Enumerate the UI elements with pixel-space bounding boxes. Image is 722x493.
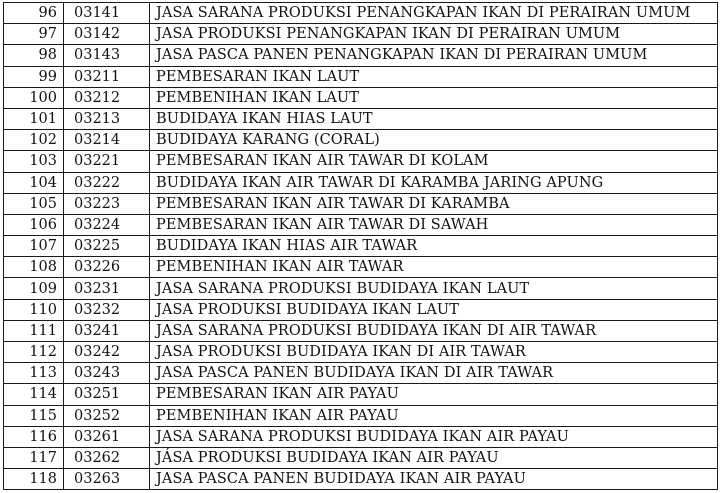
description-cell: PEMBESARAN IKAN AIR PAYAU [150,384,718,405]
table-row [4,278,718,299]
code-cell: 03252 [64,405,150,426]
code-cell: 03143 [64,45,150,66]
table-row [4,214,718,235]
table-row [4,151,718,172]
table-row [4,320,718,341]
code-cell: 03211 [64,66,150,87]
description-cell: JASA PRODUKSI BUDIDAYA IKAN DI AIR TAWAR [150,342,718,363]
description-cell: PEMBESARAN IKAN AIR TAWAR DI SAWAH [150,214,718,235]
code-cell: 03241 [64,320,150,341]
row-number-cell: 105 [4,193,64,214]
code-cell: 03263 [64,469,150,490]
row-number-cell: 96 [4,3,64,24]
description-cell: BUDIDAYA IKAN HIAS AIR TAWAR [150,236,718,257]
description-cell: PEMBENIHAN IKAN LAUT [150,87,718,108]
description-cell: JASA SARANA PRODUKSI BUDIDAYA IKAN DI AIR TAWAR [150,320,718,341]
row-number-cell: 107 [4,236,64,257]
table-row [4,172,718,193]
row-number-cell: 104 [4,172,64,193]
code-cell: 03261 [64,426,150,447]
table-row [4,469,718,490]
code-cell: 03213 [64,108,150,129]
row-number-cell: 100 [4,87,64,108]
description-cell: JASA PRODUKSI PENANGKAPAN IKAN DI PERAIRAN UMUM [150,24,718,45]
description-cell: JASA SARANA PRODUKSI BUDIDAYA IKAN LAUT [150,278,718,299]
description-cell: JASA PRODUKSI BUDIDAYA IKAN LAUT [150,299,718,320]
table-row [4,24,718,45]
table-row [4,363,718,384]
row-number-cell: 102 [4,130,64,151]
code-cell: 03232 [64,299,150,320]
description-cell: BUDIDAYA IKAN HIAS LAUT [150,108,718,129]
code-cell: 03221 [64,151,150,172]
description-cell: JASA PASCA PANEN BUDIDAYA IKAN DI AIR TAWAR [150,363,718,384]
description-cell: BUDIDAYA KARANG (CORAL) [150,130,718,151]
row-number-cell: 118 [4,469,64,490]
description-cell: JASA SARANA PRODUKSI BUDIDAYA IKAN AIR PAYAU [150,426,718,447]
description-cell: JASA PASCA PANEN PENANGKAPAN IKAN DI PERAIRAN UMUM [150,45,718,66]
description-cell: BUDIDAYA IKAN AIR TAWAR DI KARAMBA JARING APUNG [150,172,718,193]
row-number-cell: 112 [4,342,64,363]
code-cell: 03231 [64,278,150,299]
row-number-cell: 108 [4,257,64,278]
row-number-cell: 113 [4,363,64,384]
table-body [4,3,718,490]
description-cell: PEMBENIHAN IKAN AIR TAWAR [150,257,718,278]
code-cell: 03225 [64,236,150,257]
table-row [4,257,718,278]
row-number-cell: 111 [4,320,64,341]
code-cell: 03142 [64,24,150,45]
row-number-cell: 101 [4,108,64,129]
row-number-cell: 114 [4,384,64,405]
table-row [4,384,718,405]
table-row [4,236,718,257]
table-row [4,45,718,66]
code-cell: 03226 [64,257,150,278]
row-number-cell: 98 [4,45,64,66]
code-cell: 03243 [64,363,150,384]
description-cell: PEMBENIHAN IKAN AIR PAYAU [150,405,718,426]
table-row [4,108,718,129]
description-cell: PEMBESARAN IKAN LAUT [150,66,718,87]
row-number-cell: 99 [4,66,64,87]
row-number-cell: 106 [4,214,64,235]
row-number-cell: 116 [4,426,64,447]
classification-table [3,2,718,490]
table-row [4,447,718,468]
description-cell: PEMBESARAN IKAN AIR TAWAR DI KOLAM [150,151,718,172]
code-cell: 03141 [64,3,150,24]
code-cell: 03251 [64,384,150,405]
code-cell: 03224 [64,214,150,235]
table-row [4,66,718,87]
table-row [4,405,718,426]
row-number-cell: 103 [4,151,64,172]
table-row [4,299,718,320]
table-row [4,3,718,24]
row-number-cell: 117 [4,447,64,468]
description-cell: JASA SARANA PRODUKSI PENANGKAPAN IKAN DI PERAIRAN UMUM [150,3,718,24]
code-cell: 03223 [64,193,150,214]
code-cell: 03262 [64,447,150,468]
code-cell: 03212 [64,87,150,108]
description-cell: JÁSA PRODUKSI BUDIDAYA IKAN AIR PAYAU [150,447,718,468]
code-cell: 03214 [64,130,150,151]
table-row [4,87,718,108]
table-row [4,130,718,151]
description-cell: JASA PASCA PANEN BUDIDAYA IKAN AIR PAYAU [150,469,718,490]
code-cell: 03242 [64,342,150,363]
table-row [4,426,718,447]
row-number-cell: 115 [4,405,64,426]
table-row [4,193,718,214]
table-row [4,342,718,363]
description-cell: PEMBESARAN IKAN AIR TAWAR DI KARAMBA [150,193,718,214]
row-number-cell: 109 [4,278,64,299]
code-cell: 03222 [64,172,150,193]
row-number-cell: 110 [4,299,64,320]
row-number-cell: 97 [4,24,64,45]
